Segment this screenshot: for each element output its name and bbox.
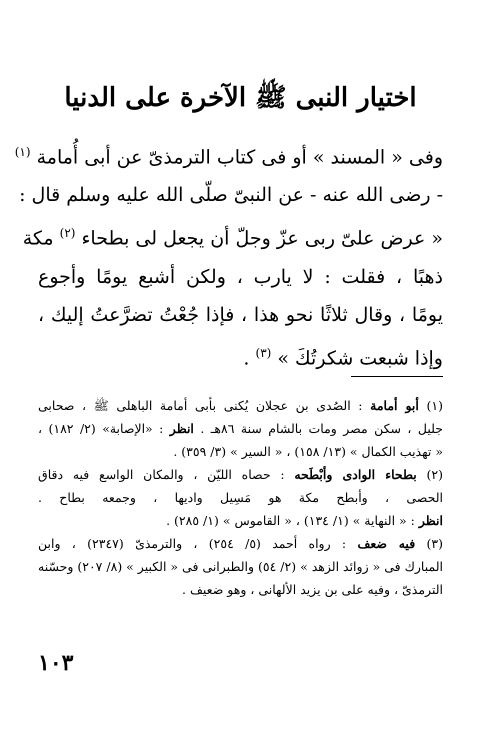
footnote-2-line-3-tail: : « النهاية » (١/ ١٣٤) ، « القاموس » (١/ ٢٨٥) .	[166, 513, 415, 528]
footnote-2-see-label: انظر	[418, 513, 443, 528]
body-line-1-text: وفى « المسند » أو فى كتاب الترمذىّ عن أبى أُمامة	[36, 146, 443, 169]
footnote-3-number: (٣)	[426, 536, 443, 551]
footnote-2-line-1	[38, 463, 443, 486]
main-text	[14, 133, 443, 377]
body-line-4	[38, 258, 443, 296]
body-line-5	[38, 296, 443, 334]
body-line-3	[22, 214, 443, 257]
footnote-1-term: أبو أمامة	[370, 398, 419, 413]
footnote-ref-3: (٣)	[255, 345, 272, 360]
chapter-title: اختيار النبى ﷺ الآخرة على الدنيا	[64, 83, 417, 113]
footnote-2-line-2-text: الحصى ، وأبطح مكة هو مَسِيل واديها ، وجمعه بطاح .	[38, 490, 443, 505]
footnote-3-term: فيه ضعف	[357, 536, 416, 551]
body-line-1	[14, 133, 443, 176]
footnote-1-line-3	[38, 440, 443, 463]
body-line-6-end: .	[243, 346, 250, 369]
body-line-3-text: « عرض علىّ ربى عزّ وجلّ أن يجعل لى بطحاء	[81, 227, 443, 250]
footnotes-section	[38, 394, 443, 601]
footnote-1-see-label: انظر	[169, 421, 194, 436]
footnote-1-line-2-text: جليل ، سكن مصر ومات بالشام سنة ٨٦هـ .	[200, 421, 444, 436]
footnote-3-line-3	[38, 578, 443, 601]
footnote-3-line-1	[38, 532, 443, 555]
footnote-ref-1: (١)	[14, 145, 31, 159]
footnote-3-line-3-text: الترمذىّ ، وفيه على بن يزيد الألهانى ، وهو ضعيف .	[182, 582, 443, 597]
body-line-2	[19, 176, 443, 214]
body-line-6	[38, 334, 443, 377]
footnote-2-term: بطحاء الوادى وأبْطَحه	[294, 467, 417, 482]
body-line-5-text: يومًا ، وقال ثلاثًا نحو هذا ، فإذا جُعْتُ تضرَّعتُ إليك ،	[38, 303, 443, 326]
footnote-1-line-2	[38, 417, 443, 440]
footnote-1-line-1	[38, 394, 443, 417]
footnote-2-line-3	[38, 509, 443, 532]
body-line-3-tail: مكة	[22, 227, 54, 250]
page-number: ١٠٣	[38, 650, 74, 676]
footnote-3-text: : رواه أحمد (٥/ ٢٥٤) ، والترمذىّ (٢٣٤٧) ، وابن	[38, 536, 347, 551]
footnote-1-line-2-tail: : «الإصابة» (٢/ ١٨٢) ،	[38, 421, 164, 436]
footnote-ref-2: (٢)	[59, 226, 76, 241]
footnote-3-line-2	[38, 555, 443, 578]
footnote-1-line-3-text: « تهذيب الكمال » (١٣/ ١٥٨) ، « السير » (٣/ ٣٥٩) .	[173, 444, 443, 459]
footnote-3-line-2-text: المبارك فى « زوائد الزهد » (٢/ ٥٤) والطبرانى فى « الكبير » (٨/ ٢٠٧) وحسّنه	[38, 559, 444, 574]
body-line-4-text: ذهبًا ، فقلت : لا يارب ، ولكن أشبع يومًا وأجوع	[38, 265, 443, 288]
footnote-1-number: (١)	[426, 398, 443, 413]
footnote-2-line-2	[38, 486, 443, 509]
footnote-2-text: : حصاه الليّن ، والمكان الواسع فيه دقاق	[38, 467, 285, 482]
footnote-1-text: : الصُدى بن عجلان يُكنى بأبى أمامة الباهلى ﷺ ، صحابى	[38, 398, 363, 413]
footnote-2-number: (٢)	[426, 467, 443, 482]
body-line-6-text: وإذا شبعت شكرتُكَ »	[277, 346, 443, 369]
body-line-2-text: - رضى الله عنه - عن النبىّ صلّى الله عليه وسلم قال :	[19, 184, 443, 207]
footnote-divider	[351, 376, 443, 377]
